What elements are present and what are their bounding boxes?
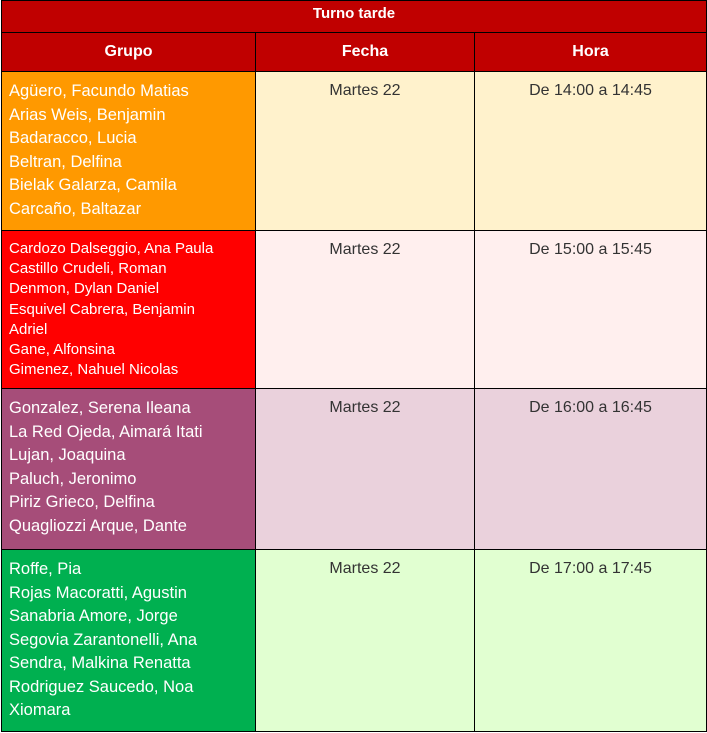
- header-fecha: Fecha: [256, 33, 475, 72]
- title-row: [2, 1, 707, 33]
- table-title: Turno tarde: [2, 1, 707, 33]
- table-row: [2, 550, 707, 732]
- student-name: Agüero, Facundo Matias: [9, 82, 189, 100]
- student-name: Castillo Crudeli, Roman: [9, 260, 167, 278]
- student-name: Badaracco, Lucia: [9, 129, 137, 147]
- student-name: Bielak Galarza, Camila: [9, 176, 177, 194]
- fecha-cell: Martes 22: [256, 231, 475, 389]
- student-name: Rodriguez Saucedo, Noa: [9, 677, 194, 696]
- student-name: Segovia Zarantonelli, Ana: [9, 630, 198, 649]
- hora-cell: De 16:00 a 16:45: [475, 389, 707, 550]
- student-name: Gimenez, Nahuel Nicolas: [9, 361, 179, 379]
- student-name: Adriel: [9, 320, 48, 338]
- student-name: Lujan, Joaquina: [9, 446, 126, 464]
- student-name: Xiomara: [9, 701, 71, 719]
- student-name: Arias Weis, Benjamin: [9, 105, 166, 124]
- student-name: Paluch, Jeronimo: [9, 469, 137, 488]
- table-row: [2, 389, 707, 550]
- student-name: Gane, Alfonsina: [9, 341, 115, 359]
- student-name: Carcaño, Baltazar: [9, 199, 142, 218]
- header-hora: Hora: [475, 33, 707, 72]
- fecha-cell: Martes 22: [256, 550, 475, 732]
- hora-cell: De 14:00 a 14:45: [475, 72, 707, 231]
- student-name: Gonzalez, Serena Ileana: [9, 399, 191, 417]
- student-name: Roffe, Pia: [9, 560, 82, 578]
- student-name: Denmon, Dylan Daniel: [9, 280, 160, 298]
- group-cell: [2, 389, 256, 550]
- student-name: Sendra, Malkina Renatta: [9, 654, 191, 672]
- student-name: Rojas Macoratti, Agustin: [9, 583, 187, 602]
- student-name: Piriz Grieco, Delfina: [9, 493, 155, 511]
- student-name: Beltran, Delfina: [9, 152, 122, 171]
- header-row: [2, 33, 707, 72]
- student-name: Quagliozzi Arque, Dante: [9, 516, 187, 535]
- student-name: Sanabria Amore, Jorge: [9, 607, 178, 625]
- student-name: La Red Ojeda, Aimará Itati: [9, 422, 203, 441]
- group-cell: [2, 72, 256, 231]
- student-name: Esquivel Cabrera, Benjamin: [9, 300, 195, 318]
- student-name: Cardozo Dalseggio, Ana Paula: [9, 240, 214, 257]
- group-cell: [2, 550, 256, 732]
- hora-cell: De 15:00 a 15:45: [475, 231, 707, 389]
- header-grupo: Grupo: [2, 33, 256, 72]
- schedule-table: [1, 0, 707, 732]
- fecha-cell: Martes 22: [256, 72, 475, 231]
- table-row: [2, 231, 707, 389]
- group-cell: [2, 231, 256, 389]
- fecha-cell: Martes 22: [256, 389, 475, 550]
- hora-cell: De 17:00 a 17:45: [475, 550, 707, 732]
- table-row: [2, 72, 707, 231]
